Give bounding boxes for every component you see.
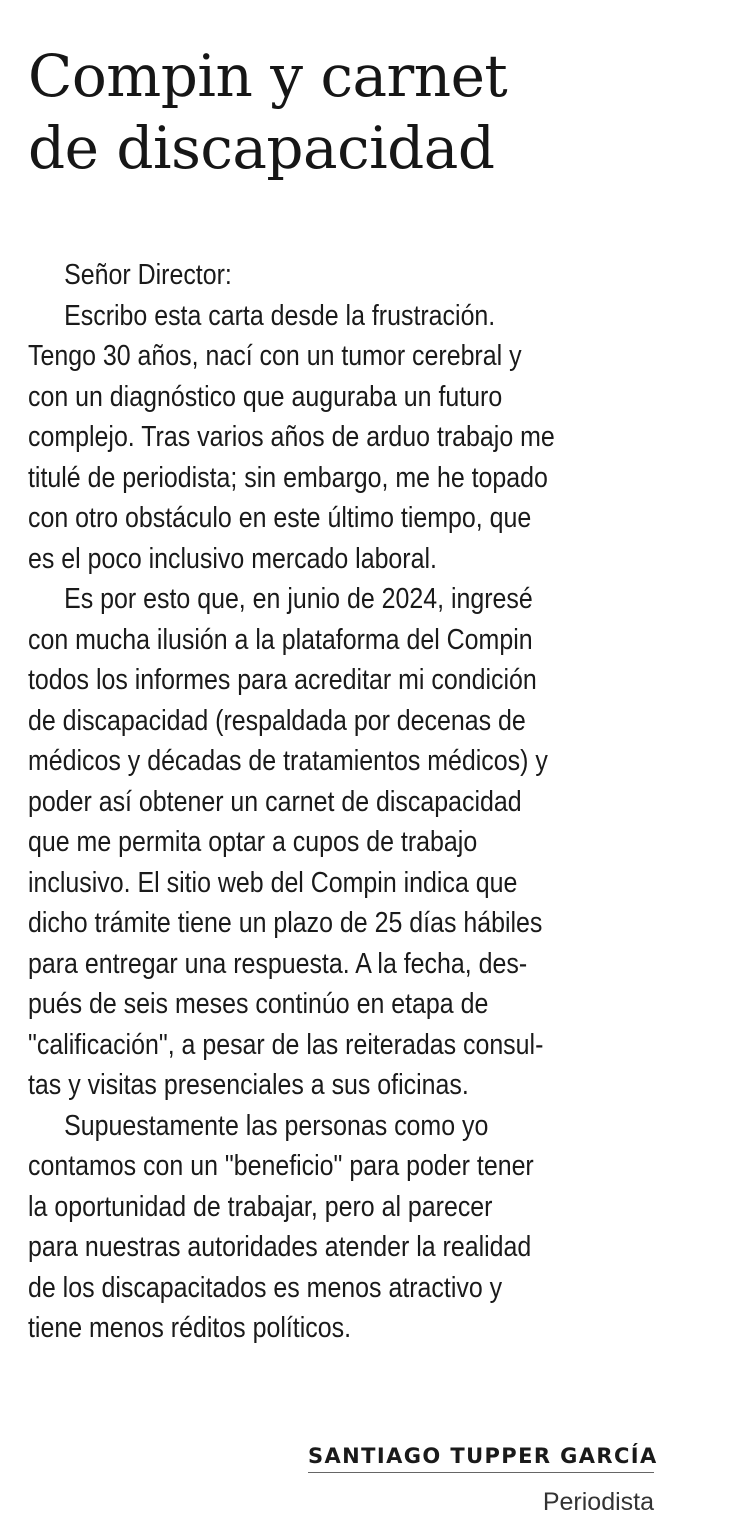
body-line: Es por esto que, en junio de 2024, ingresé [64, 583, 533, 615]
signature-block [308, 1444, 658, 1473]
body-line: es el poco inclusivo mercado laboral. [28, 542, 437, 575]
body-line: todos los informes para acreditar mi condición [28, 664, 537, 696]
title-line: Compin y carnet [28, 42, 508, 110]
body-line: titulé de periodista; sin embargo, me he topado [28, 461, 548, 494]
body-line: Tengo 30 años, nací con un tumor cerebral y [28, 340, 522, 372]
body-line: que me permita optar a cupos de trabajo [28, 826, 478, 858]
body-line: de los discapacitados es menos atractivo y [28, 1271, 503, 1304]
body-line: tiene menos réditos políticos. [28, 1312, 352, 1344]
body-line: dicho trámite tiene un plazo de 25 días hábiles [28, 907, 543, 939]
body-line: "calificación", a pesar de las reiteradas consul- [28, 1028, 544, 1061]
body-line: para nuestras autoridades atender la realidad [28, 1231, 532, 1263]
body-line: inclusivo. El sitio web del Compin indica que [28, 866, 518, 899]
body-line: Señor Director: [64, 259, 232, 291]
body-line: pués de seis meses continúo en etapa de [28, 988, 489, 1020]
body-line: con un diagnóstico que auguraba un futuro [28, 380, 503, 413]
title-line: de discapacidad [28, 114, 495, 182]
body-line: tas y visitas presenciales a sus oficinas. [28, 1069, 469, 1101]
body-line: la oportunidad de trabajar, pero al parecer [28, 1190, 493, 1223]
body-line: poder así obtener un carnet de discapacidad [28, 785, 522, 818]
author-name: SANTIAGO TUPPER GARCÍA [308, 1444, 658, 1468]
body-line: contamos con un "beneficio" para poder tener [28, 1150, 534, 1182]
article-title [28, 40, 507, 184]
body-line: médicos y décadas de tratamientos médicos) y [28, 745, 548, 777]
body-line: para entregar una respuesta. A la fecha, des- [28, 947, 528, 980]
article-body [28, 255, 668, 1349]
author-role: Periodista [542, 1488, 654, 1516]
body-line: con otro obstáculo en este último tiempo, que [28, 502, 532, 534]
body-line: complejo. Tras varios años de arduo trabajo me [28, 421, 555, 453]
body-line: con mucha ilusión a la plataforma del Compin [28, 623, 533, 656]
body-line: de discapacidad (respaldada por decenas de [28, 704, 526, 737]
body-line: Escribo esta carta desde la frustración. [64, 299, 496, 332]
body-line: Supuestamente las personas como yo [64, 1109, 489, 1142]
